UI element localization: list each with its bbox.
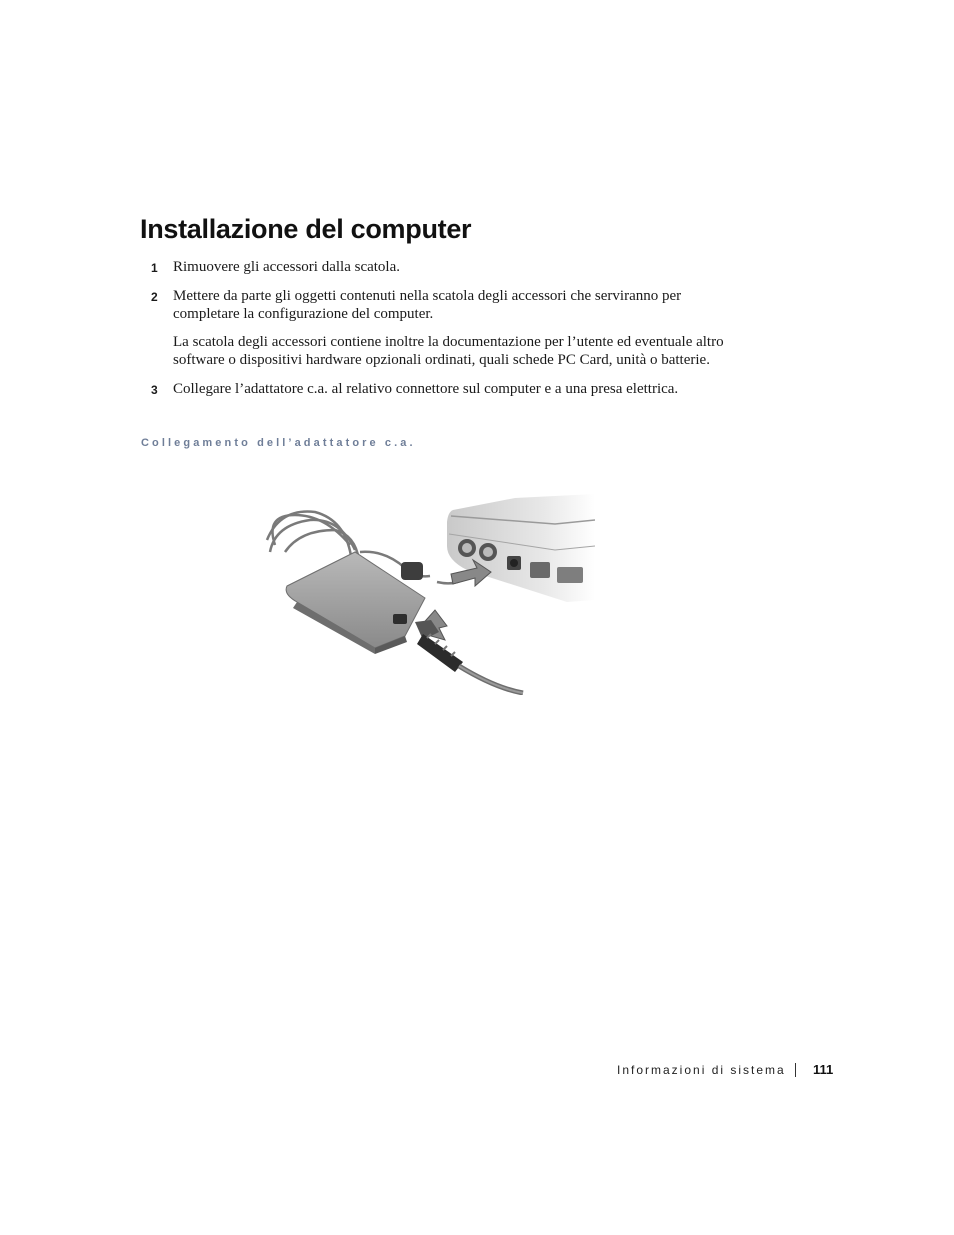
footer-separator bbox=[795, 1063, 796, 1077]
page-title: Installazione del computer bbox=[140, 214, 472, 244]
step-3 bbox=[140, 380, 740, 399]
footer-section-title: Informazioni di sistema bbox=[617, 1063, 786, 1077]
step-text: Collegare l’adattatore c.a. al relativo connettore sul computer e a una presa elettrica. bbox=[173, 380, 679, 397]
step-text: Rimuovere gli accessori dalla scatola. bbox=[173, 259, 400, 275]
page-number: 111 bbox=[813, 1062, 834, 1077]
ac-adapter-illustration bbox=[255, 490, 595, 695]
steps-list bbox=[140, 258, 740, 398]
step-number: 1 bbox=[151, 261, 158, 275]
step-2 bbox=[140, 287, 740, 324]
figure-caption: Collegamento dell’adattatore c.a. bbox=[141, 437, 416, 449]
step-number: 3 bbox=[151, 382, 158, 397]
step-text: Mettere da parte gli oggetti contenuti nella scatola degli accessori che serviranno per completare la configurazione del computer. bbox=[173, 287, 682, 322]
laptop-icon bbox=[447, 494, 595, 602]
plug-icon bbox=[415, 620, 523, 693]
step-number: 2 bbox=[151, 289, 158, 304]
step-2-note: La scatola degli accessori contiene inoltre la documentazione per l’utente ed eventuale altro software o dispositivi hardware opzionali ordinati, quali schede PC Card, unità o batterie. bbox=[173, 333, 724, 368]
ferrite-bead-icon bbox=[401, 562, 423, 580]
step-1 bbox=[140, 258, 740, 277]
